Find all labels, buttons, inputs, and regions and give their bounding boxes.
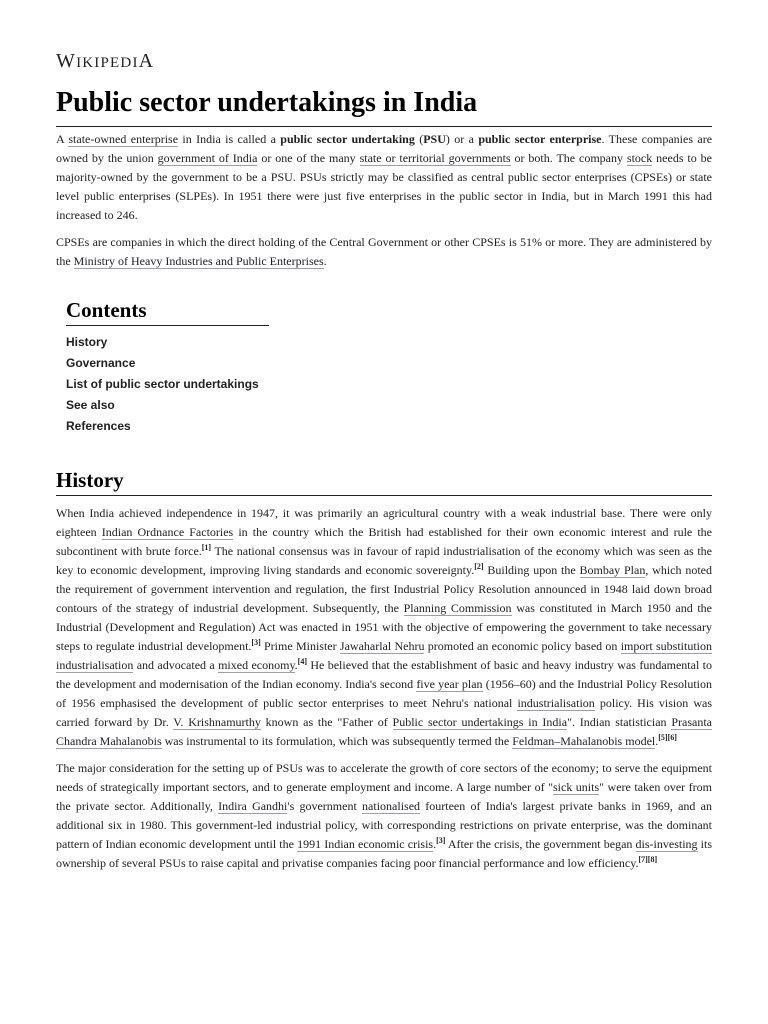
text: its ownership of several PSUs to raise capital and privatise companies facing poor financial performance and low efficiency.: [56, 837, 712, 870]
link-jawaharlal-nehru[interactable]: Jawaharlal Nehru: [339, 639, 425, 653]
link-mixed-economy[interactable]: mixed economy: [218, 658, 295, 672]
toc-item-governance[interactable]: Governance: [66, 356, 136, 370]
text: promoted an economic policy based on: [424, 639, 621, 653]
citation-3[interactable]: [3]: [436, 836, 446, 845]
link-import-substitution[interactable]: import substitution industrialisation: [56, 639, 713, 672]
text: Prime Minister: [260, 639, 340, 653]
page-title: Public sector undertakings in India: [56, 86, 712, 127]
text: was constituted in March 1950 and the Industrial (Development and Regulation) Act was enacted in 1951 with the objective of empowering the government to take necessary steps to regulate industrial development.: [56, 601, 712, 653]
link-state-owned-enterprise[interactable]: state-owned enterprise: [68, 132, 179, 146]
link-sick-units[interactable]: sick units: [552, 780, 600, 794]
text: ) or a: [445, 132, 479, 146]
text: A: [56, 132, 69, 146]
text: 's government: [287, 799, 363, 813]
history-paragraph-2: [56, 759, 712, 873]
text: After the crisis, the government began: [445, 837, 636, 851]
text: " were taken over from the private sector. Additionally,: [56, 780, 712, 813]
wikipedia-logo[interactable]: WIKIPEDIA: [56, 50, 155, 72]
citation-2[interactable]: [2]: [474, 562, 484, 571]
toc-item-see-also[interactable]: See also: [66, 398, 115, 412]
text: Building upon the: [483, 563, 580, 577]
citation-7-8[interactable]: [7][8]: [638, 855, 658, 864]
link-indian-ordnance-factories[interactable]: Indian Ordnance Factories: [101, 525, 234, 539]
link-indira-gandhi[interactable]: Indira Gandhi: [218, 799, 288, 813]
link-psu-india[interactable]: Public sector undertakings in India: [392, 715, 568, 729]
link-1991-crisis[interactable]: 1991 Indian economic crisis: [297, 837, 434, 851]
text: needs to be majority-owned by the government to be a PSU. PSUs strictly may be classified as central public sector enterprises (CPSEs) or state level public enterprises (SLPEs). In 1951 there were just five enterprises in the public sector in India, but in March 1991 this had increased to 246.: [56, 151, 712, 222]
link-planning-commission[interactable]: Planning Commission: [403, 601, 512, 615]
link-nationalised[interactable]: nationalised: [362, 799, 421, 813]
link-state-governments[interactable]: state or territorial governments: [359, 151, 511, 165]
text: was instrumental to its formulation, which was subsequently termed the: [161, 734, 513, 748]
toc-item-references[interactable]: References: [66, 419, 131, 433]
text: .: [433, 837, 437, 851]
table-of-contents: [66, 298, 269, 437]
text: in the country which the British had established for their own economic interest and rule the subcontinent with brute force.: [56, 525, 712, 558]
text: or both. The company: [510, 151, 627, 165]
citation-4[interactable]: [4]: [297, 657, 307, 666]
history-paragraph-1: [56, 504, 712, 751]
text: .: [294, 658, 298, 672]
link-government-of-india[interactable]: government of India: [157, 151, 258, 165]
link-stock[interactable]: stock: [626, 151, 653, 165]
toc-item-list-of-psus[interactable]: List of public sector undertakings: [66, 377, 259, 391]
link-industrialisation[interactable]: industrialisation: [517, 696, 595, 710]
link-five-year-plan[interactable]: five year plan: [416, 677, 483, 691]
article-body: [56, 130, 712, 881]
text: fourteen of India's largest private banks in 1969, and an additional six in 1980. This government-led industrial policy, with corresponding restrictions on private enterprise, was the dominant pattern of Indian economic development until the: [56, 799, 713, 851]
text: (: [414, 132, 424, 146]
link-mahalanobis[interactable]: Prasanta Chandra Mahalanobis: [56, 715, 712, 748]
citation-1[interactable]: [1]: [201, 543, 212, 552]
text: known as the "Father of: [260, 715, 393, 729]
bold-term: public sector enterprise: [478, 132, 602, 146]
bold-term: PSU: [423, 132, 446, 146]
intro-paragraph-2: [56, 233, 712, 271]
text: The national consensus was in favour of rapid industrialisation of the economy which was seen as the key to economic development, improving living standards and economic sovereignty.: [56, 544, 712, 577]
text: , which noted the requirement of government intervention and regulation, the first Industrial Policy Resolution announced in 1948 laid down broad contours of the strategy of industrial development. Subsequently, the: [56, 563, 712, 615]
text: and advocated a: [133, 658, 219, 672]
text: policy. His vision was carried forward by Dr.: [56, 696, 712, 729]
bold-term: public sector undertaking: [280, 132, 415, 146]
text: The major consideration for the setting up of PSUs was to accelerate the growth of core sectors of the economy; to serve the equipment needs of strategically important sectors, and to generate employment and income. A large number of ": [56, 761, 712, 794]
text: ". Indian statistician: [567, 715, 672, 729]
text: CPSEs are companies in which the direct holding of the Central Government or other CPSEs is 51% or more. They are administered by the: [56, 235, 712, 268]
link-feldman-mahalanobis-model[interactable]: Feldman–Mahalanobis model: [512, 734, 656, 748]
text: .: [323, 254, 327, 268]
toc-title: Contents: [66, 301, 269, 326]
text: in India is called a: [178, 132, 281, 146]
link-bombay-plan[interactable]: Bombay Plan: [579, 563, 646, 577]
text: . These companies are owned by the union: [56, 132, 713, 165]
text: When India achieved independence in 1947, it was primarily an agricultural country with a weak industrial base. There were only eighteen: [56, 506, 712, 539]
intro-paragraph-1: [56, 130, 712, 225]
link-v-krishnamurthy[interactable]: V. Krishnamurthy: [173, 715, 261, 729]
section-heading-history: History: [56, 471, 712, 496]
toc-item-history[interactable]: History: [66, 335, 108, 349]
citation-3[interactable]: [3]: [251, 638, 261, 647]
citation-5-6[interactable]: [5][6]: [658, 733, 677, 742]
text: He believed that the establishment of basic and heavy industry was fundamental to the development and modernisation of the Indian economy. India's second: [56, 658, 713, 691]
text: or one of the many: [257, 151, 360, 165]
link-ministry-heavy-industries[interactable]: Ministry of Heavy Industries and Public Enterprises: [73, 254, 324, 268]
text: .: [655, 734, 659, 748]
text: (1956–60) and the Industrial Policy Resolution of 1956 emphasised the development of public sector enterprises to meet Nehru's national: [56, 677, 713, 710]
link-dis-investing[interactable]: dis-investing: [635, 837, 698, 851]
